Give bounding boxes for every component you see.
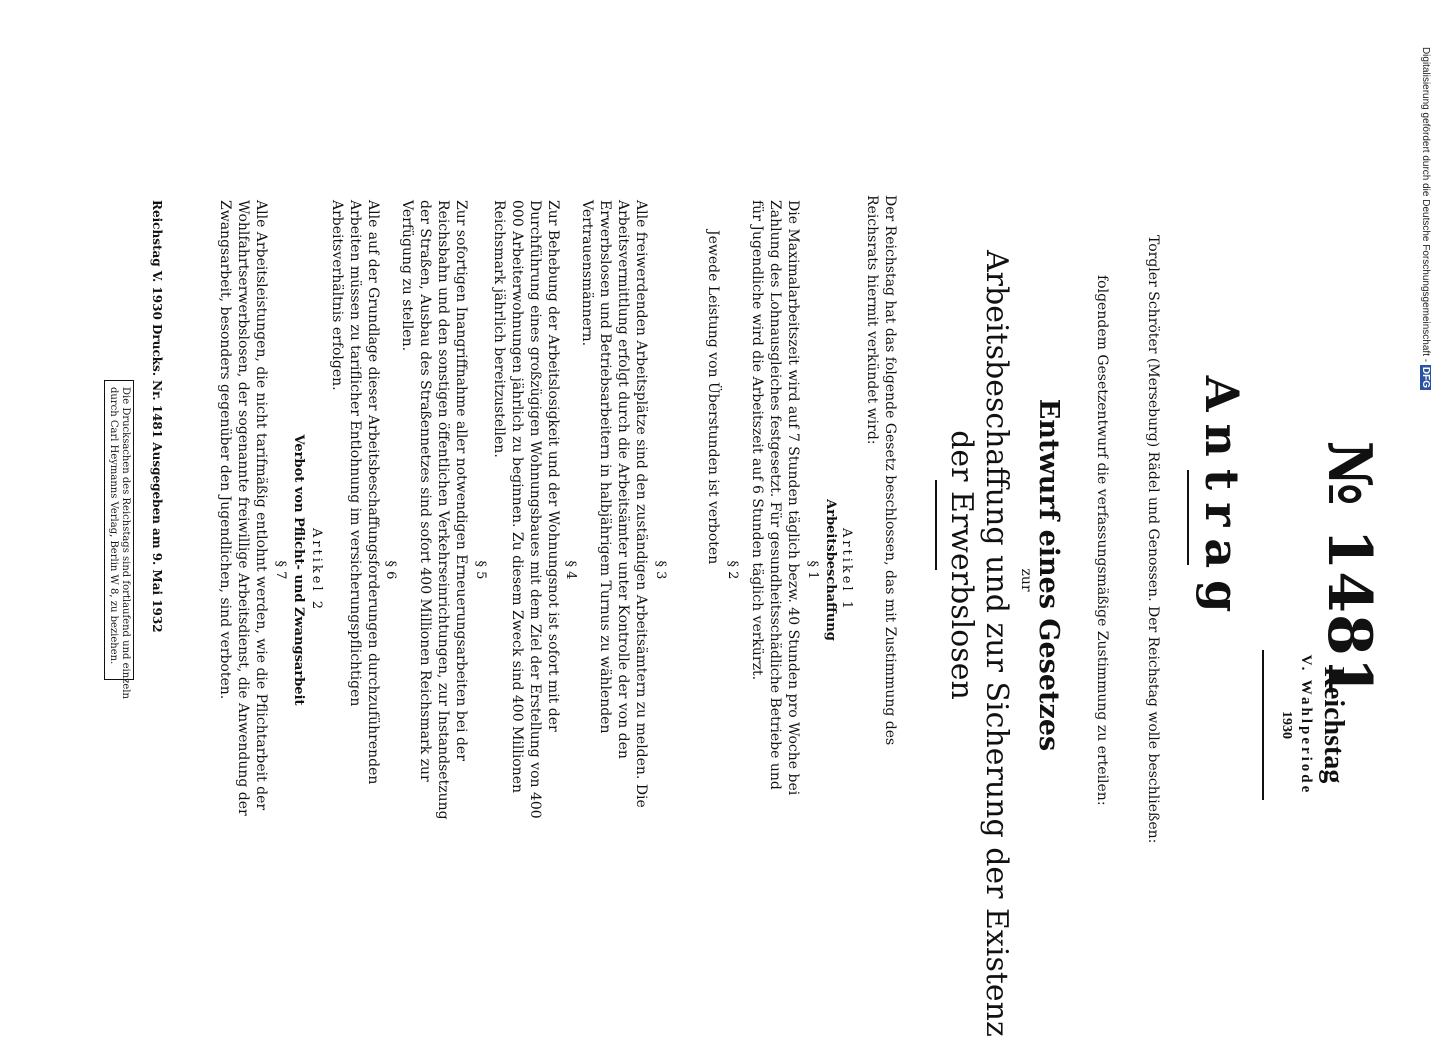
- section-3-text: Alle freiwerdenden Arbeitsplätze sind den zuständigen Arbeitsämtern zu melden. Die Arbeitsvermittlung erfolgt durch die Arbeitsämter unter Kontrolle der von den Erwerbslosen und Betriebsarbeitern in halbjährigem Turnus zu wählenden Vertrauensmännern.: [579, 200, 649, 808]
- section-5-label: § 5: [473, 560, 488, 580]
- digitization-credit: [1416, 0, 1434, 1000]
- law-title-line-2: der Erwerbslosen: [944, 430, 979, 700]
- footer-note-box: [104, 380, 134, 699]
- section-3-label: § 3: [653, 560, 668, 580]
- section-4-text: Zur Behebung der Arbeitslosigkeit und der Wohnungsnot ist sofort mit der Durchführung eines großzügigen Wohnungsbaues mit dem Ziel der Erstellung von 400 000 Arbeiterwohnungen jährlich zu beginnen. Zu diesem Zweck sind 400 Millionen Reichsmark jährlich bereitzustellen.: [491, 200, 561, 819]
- year-label: 1930: [1279, 711, 1294, 739]
- wahlperiode-label: V. Wahlperiode: [1298, 654, 1314, 796]
- section-4-label: § 4: [563, 560, 578, 580]
- law-title-line-1: Arbeitsbeschaffung und zur Sicherung der Existenz: [979, 250, 1014, 1037]
- footer-note-line-1: Die Drucksachen des Reichstags sind fortlaufend und einzeln: [120, 387, 131, 699]
- header-divider: [1262, 650, 1264, 800]
- intro-text-2: folgendem Gesetzentwurf die verfassungsmäßige Zustimmung zu erteilen:: [1094, 275, 1110, 806]
- reichstag-heading: Reichstag: [1318, 666, 1349, 784]
- law-title-divider: [935, 480, 937, 570]
- document-title: Antrag: [1195, 375, 1249, 625]
- dfg-logo: DFG: [1420, 366, 1431, 388]
- draft-heading: Entwurf eines Gesetzes: [1033, 398, 1064, 752]
- section-2-text: Jewede Leistung von Überstunden ist verboten: [705, 230, 721, 565]
- section-1-label: § 1: [805, 560, 820, 580]
- article-1-label: Artikel 1: [839, 527, 854, 613]
- section-6-text: Alle auf der Grundlage dieser Arbeitsbeschaffungsforderungen durchzuführenden Arbeiten müssen zu tariflicher Entlohnung im versicherungspflichtigen Arbeitsverhältnis erfolgen.: [329, 200, 381, 785]
- enactment-text: Der Reichstag hat das folgende Gesetz beschlossen, das mit Zustimmung des Reichsrats hiermit verkündet wird:: [864, 195, 898, 746]
- article-2-label: Artikel 2: [309, 527, 324, 613]
- section-5-text: Zur sofortigen Inangriffnahme aller notwendigen Erneuerungsarbeiten bei der Reichsbahn und den sonstigen öffentlichen Verkehrseinrichtungen, zur Instandsetzung der Straßen, Ausbau des Straßennetzes sind sofort 400 Millionen Reichsmark zur Verfügung zu stellen.: [399, 200, 469, 820]
- zur-label: zur: [1018, 568, 1034, 592]
- section-1-text: Die Maximalarbeitszeit wird auf 7 Stunden täglich bezw. 40 Stunden pro Woche bei Zahlung des Lohnausgleiches festgesetzt. Für gesundheitsschädliche Betriebe und für Jugendliche wird die Arbeitszeit auf 6 Stunden täglich verkürzt.: [749, 200, 801, 796]
- credit-text: Digitalisierung gefördert durch die Deutsche Forschungsgemeinschaft -: [1420, 46, 1431, 363]
- section-7-text: Alle Arbeitsleistungen, die nicht tarifmäßig entlohnt werden, wie die Pflichtarbeit der Wohlfahrtserwerbslosen, der sogenannte freiwillige Arbeitsdienst, die Anwendung der Zwangsarbeit, besonders gegenüber den Jugendlichen, sind verboten.: [217, 200, 269, 816]
- title-divider: [1187, 470, 1189, 565]
- document-number: № 1481: [1314, 440, 1384, 700]
- footer-note-line-2: durch Carl Heymanns Verlag, Berlin W 8, zu beziehen.: [108, 387, 119, 665]
- section-6-label: § 6: [383, 560, 398, 580]
- section-7-label: § 7: [273, 560, 288, 580]
- intro-text: Torgler Schröter (Merseburg) Rädel und Genossen. Der Reichstag wolle beschließen:: [1145, 235, 1161, 844]
- article-2-heading: Verbot von Pflicht- und Zwangsarbeit: [291, 434, 306, 706]
- article-1-heading: Arbeitsbeschaffung: [823, 499, 838, 641]
- section-2-label: § 2: [725, 560, 740, 580]
- footer-line: Reichstag V. 1930 Drucks. Nr. 1481 Ausgegeben am 9. Mai 1932: [150, 200, 164, 633]
